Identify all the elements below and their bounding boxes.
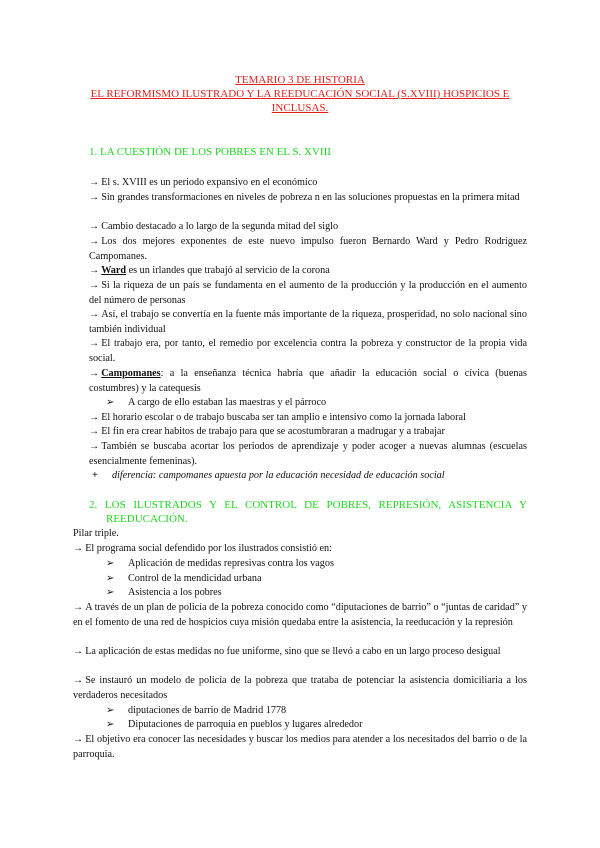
s1-plus-note: + diferencia: campomanes apuesta por la educación necesidad de educación social [92,470,445,481]
arrow-icon: → [89,265,100,276]
arrow-icon: → [89,221,100,232]
s2-bullet-a2: ➢ Control de la mendicidad urbana [106,573,262,584]
arrow-icon: → [89,280,100,291]
arrow-icon: → [89,368,100,379]
arrow-icon: → [73,734,84,745]
arrow-icon: → [89,426,100,437]
arrow-icon: → [89,192,100,203]
doc-title-line2: EL REFORMISMO ILUSTRADO Y LA REEDUCACIÓN SOCIAL (S.XVIII) HOSPICIOS E [90,88,510,100]
arrow-icon: → [73,675,84,686]
bullet-arrow-icon: ➢ [106,573,115,584]
s1-item-8: → El trabajo era, por tanto, el remedio por excelencia contra la pobreza y constructor de la propia vida social. [89,338,527,364]
arrow-icon: → [89,236,100,247]
section1-heading: 1. LA CUESTIÓN DE LOS POBRES EN EL S. XVIII [89,146,331,158]
s1-item-10: → El horario escolar o de trabajo buscaba ser tan amplio e intensivo como la jornada laboral [89,412,466,423]
section2-heading-line1: 2. LOS ILUSTRADOS Y EL CONTROL DE POBRES, REPRESIÓN, ASISTENCIA Y [89,499,527,511]
bullet-arrow-icon: ➢ [106,705,115,716]
s1-item-9: → Campomanes: a la enseñanza técnica habría que añadir la educación social o cívica (buenas costumbres) y la catequesis [89,368,527,394]
doc-title-line1: TEMARIO 3 DE HISTORIA [235,74,365,86]
s2-pilar: Pilar triple. [73,528,119,539]
s1-item-4: → Los dos mejores exponentes de este nuevo impulso fueron Bernardo Ward y Pedro Rodríguez Campomanes. [89,236,527,262]
s2-bullet-b1: ➢ diputaciones de barrio de Madrid 1778 [106,705,287,716]
s2-item-1: → A través de un plan de policía de la pobreza conocido como “diputaciones de barrio” o “juntas de caridad” y en el fomento de una red de hospicios cuya misión quedaba entre la asistencia, la reeducación y la represión [73,602,527,628]
s1-item-3: → Cambio destacado a lo largo de la segunda mitad del siglo [89,221,339,232]
s2-bullet-a1: ➢ Aplicación de medidas represivas contra los vagos [106,558,334,569]
arrow-icon: → [89,441,100,452]
bullet-arrow-icon: ➢ [106,719,115,730]
s2-item-2: → La aplicación de estas medidas no fue uniforme, sino que se llevó a cabo en un largo proceso desigual [73,646,501,657]
plus-icon: + [92,470,98,481]
s1-item-5: → Ward es un irlandes que trabajó al servicio de la corona [89,265,330,276]
s1-item-1: → El s. XVIII es un periodo expansivo en el económico [89,177,318,188]
arrow-icon: → [89,177,100,188]
section2-heading-line2: REEDUCACIÓN. [106,513,188,525]
arrow-icon: → [89,309,100,320]
s1-sub-bullet: ➢ A cargo de ello estaban las maestras y el párroco [106,397,327,408]
arrow-icon: → [73,646,84,657]
bullet-arrow-icon: ➢ [106,558,115,569]
campomanes-name: Campomanes [101,368,161,379]
s1-item-2: → Sin grandes transformaciones en niveles de pobreza n en las soluciones propuestas en la primera mitad [89,192,520,203]
arrow-icon: → [89,338,100,349]
s1-item-6: → Si la riqueza de un país se fundamenta en el aumento de la producción y la producción en el aumento del número de personas [89,280,527,306]
s2-intro: → El programa social defendido por los ilustrados consistió en: [73,543,332,554]
ward-name: Ward [101,265,127,276]
s1-item-11: → El fin era crear habitos de trabajo para que se acostumbraran a madrugar y a trabajar [89,426,445,437]
arrow-icon: → [73,543,84,554]
s2-final: → El objetivo era conocer las necesidades y buscar los medios para atender a los necesitados del barrio o de la parroquia. [73,734,527,760]
arrow-icon: → [89,412,100,423]
s2-bullet-b2: ➢ Diputaciones de parroquia en pueblos y lugares alrededor [106,719,363,730]
bullet-arrow-icon: ➢ [106,587,115,598]
s2-bullet-a3: ➢ Asistencia a los pobres [106,587,222,598]
bullet-arrow-icon: ➢ [106,397,115,408]
arrow-icon: → [73,602,84,613]
s1-item-12: → También se buscaba acortar los periodos de aprendizaje y poder acoger a nuevas alumnas (escuelas esencialmente femeninas). [89,441,527,467]
s1-item-7: → Así, el trabajo se convertía en la fuente más importante de la riqueza, prosperidad, no solo nacional sino también individual [89,309,527,335]
doc-title-line3: INCLUSAS. [271,102,329,114]
s2-item-3: → Se instauró un modelo de policía de la pobreza que trataba de potenciar la asistencia domiciliaria a los verdaderos necesitados [73,675,527,701]
